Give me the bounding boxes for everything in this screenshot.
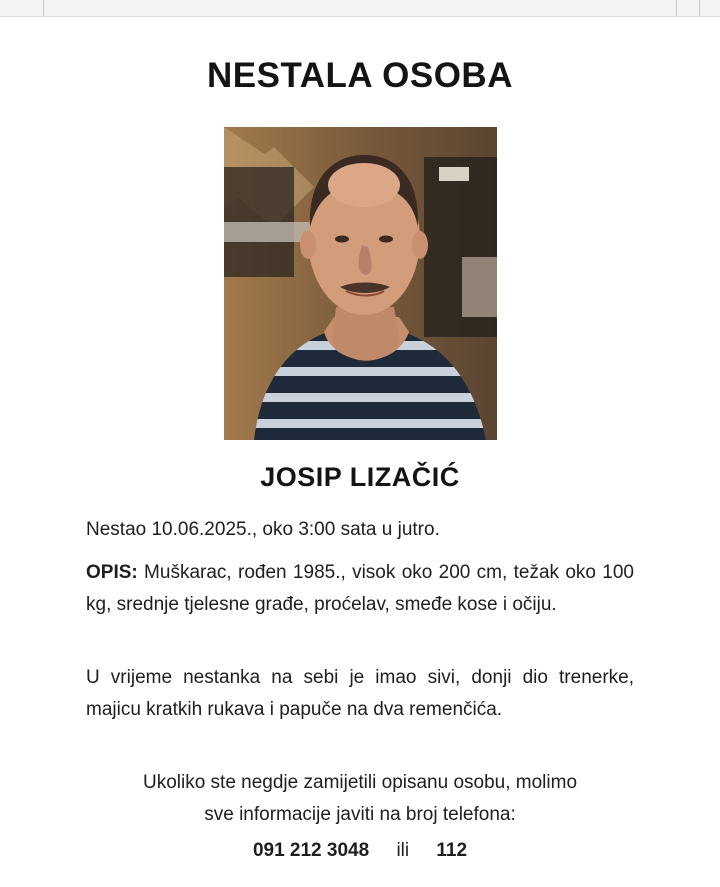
phone-number[interactable]: 091 212 3048 [252, 840, 370, 861]
phone-row [0, 840, 720, 862]
person-name: JOSIP LIZAČIĆ [260, 462, 460, 492]
missing-person-photo [224, 127, 497, 440]
contact-instructions [60, 767, 660, 831]
description-text: Muškarac, rođen 1985., visok oko 200 cm, težak oko 100 kg, srednje tjelesne građe, proćelav, smeđe kose i očiju. [86, 562, 634, 615]
top-bar-divider [699, 0, 700, 16]
description-paragraph [86, 557, 634, 621]
description-label: OPIS: [86, 562, 138, 583]
top-bar-divider [43, 0, 44, 16]
or-text: ili [396, 840, 410, 861]
contact-line: sve informacije javiti na broj telefona: [204, 804, 516, 825]
emergency-number[interactable]: 112 [436, 840, 468, 861]
top-bar-divider [676, 0, 677, 16]
contact-line: Ukoliko ste negdje zamijetili opisanu osobu, molimo [142, 772, 578, 793]
poster-title: NESTALA OSOBA [207, 56, 513, 95]
portrait-illustration [224, 127, 497, 440]
viewer-top-bar [0, 0, 720, 17]
missing-date-text: Nestao 10.06.2025., oko 3:00 sata u jutro. [86, 519, 440, 540]
clothing-paragraph: U vrijeme nestanka na sebi je imao sivi, donji dio trenerke, majicu kratkih rukava i papuče na dva remenčića. [86, 667, 634, 720]
